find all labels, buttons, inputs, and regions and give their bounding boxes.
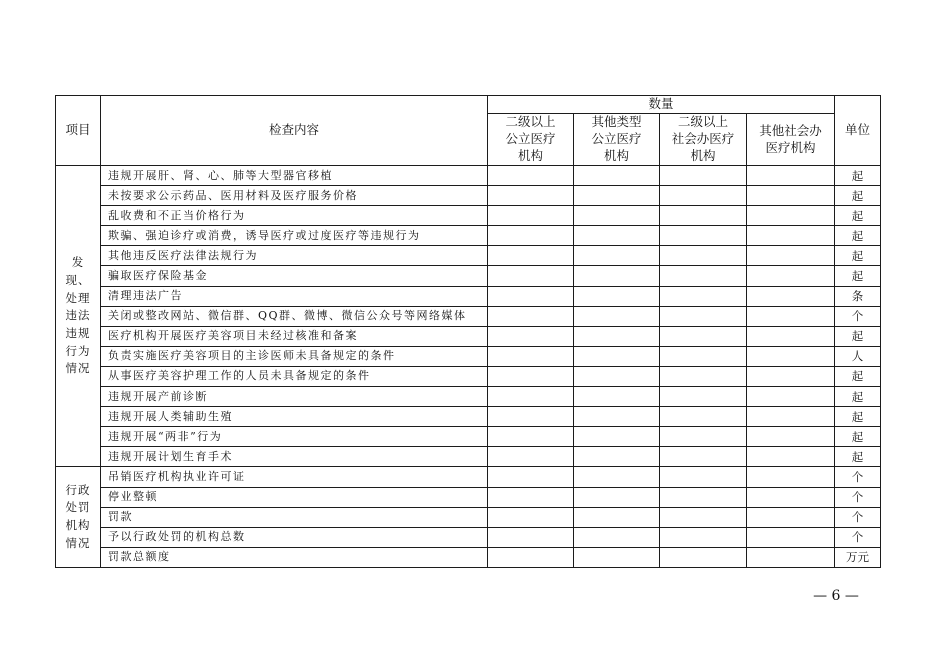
check-item: 违规开展产前诊断 <box>101 387 488 407</box>
count-cell <box>488 427 574 447</box>
unit-cell: 起 <box>835 226 881 246</box>
count-cell <box>660 547 747 567</box>
count-cell <box>574 427 660 447</box>
count-cell <box>488 407 574 427</box>
table-row <box>56 487 881 507</box>
unit-cell: 万元 <box>835 547 881 567</box>
count-cell <box>747 447 835 467</box>
count-cell <box>747 226 835 246</box>
header-category-private-other <box>747 114 835 166</box>
count-cell <box>747 487 835 507</box>
header-category-private-level2 <box>660 114 747 166</box>
count-cell <box>660 507 747 527</box>
header-content-label: 检查内容 <box>268 123 319 137</box>
count-cell <box>660 306 747 326</box>
unit-cell: 个 <box>835 527 881 547</box>
count-cell <box>747 306 835 326</box>
count-cell <box>660 407 747 427</box>
header-quantity <box>488 96 835 114</box>
header-category-line: 机构 <box>603 149 629 163</box>
count-cell <box>660 366 747 386</box>
unit-cell: 起 <box>835 186 881 206</box>
page-number: — 6 — <box>813 588 859 604</box>
header-category-public-level2 <box>488 114 574 166</box>
count-cell <box>488 366 574 386</box>
count-cell <box>747 547 835 567</box>
count-cell <box>574 467 660 487</box>
header-category-line: 公立医疗 <box>591 132 642 146</box>
count-cell <box>574 527 660 547</box>
count-cell <box>660 166 747 186</box>
count-cell <box>747 206 835 226</box>
table-row <box>56 387 881 407</box>
count-cell <box>747 527 835 547</box>
header-row <box>56 96 881 114</box>
group-label-line: 违法 <box>65 308 91 323</box>
count-cell <box>574 166 660 186</box>
unit-cell: 起 <box>835 407 881 427</box>
table-row <box>56 206 881 226</box>
unit-cell: 起 <box>835 266 881 286</box>
check-item: 欺骗、强迫诊疗或消费，诱导医疗或过度医疗等违规行为 <box>101 226 488 246</box>
group-label-line: 处理 <box>65 290 91 305</box>
table-row <box>56 266 881 286</box>
table-row <box>56 507 881 527</box>
count-cell <box>488 467 574 487</box>
inspection-statistics-table <box>55 95 881 568</box>
unit-cell: 起 <box>835 447 881 467</box>
check-item: 吊销医疗机构执业许可证 <box>101 467 488 487</box>
header-unit <box>835 96 881 166</box>
header-category-line: 二级以上 <box>677 115 728 129</box>
count-cell <box>574 407 660 427</box>
group-label-line: 行政 <box>65 482 91 497</box>
header-category-line: 二级以上 <box>505 115 556 129</box>
check-item: 罚款 <box>101 507 488 527</box>
table-row <box>56 346 881 366</box>
count-cell <box>488 547 574 567</box>
group-label-line: 行为 <box>65 343 91 358</box>
group-label-line: 机构 <box>65 518 91 533</box>
count-cell <box>747 246 835 266</box>
unit-cell: 个 <box>835 487 881 507</box>
count-cell <box>660 206 747 226</box>
count-cell <box>747 407 835 427</box>
count-cell <box>488 507 574 527</box>
unit-cell: 个 <box>835 507 881 527</box>
check-item: 负责实施医疗美容项目的主诊医师未具备规定的条件 <box>101 346 488 366</box>
check-item: 违规开展肝、肾、心、肺等大型器官移植 <box>101 166 488 186</box>
count-cell <box>574 246 660 266</box>
count-cell <box>574 326 660 346</box>
count-cell <box>660 427 747 447</box>
count-cell <box>660 487 747 507</box>
check-item: 违规开展人类辅助生殖 <box>101 407 488 427</box>
unit-cell: 起 <box>835 246 881 266</box>
header-unit-label: 单位 <box>845 123 871 137</box>
unit-cell: 起 <box>835 427 881 447</box>
count-cell <box>747 467 835 487</box>
count-cell <box>488 346 574 366</box>
header-category-line: 其他类型 <box>591 115 642 129</box>
count-cell <box>660 186 747 206</box>
count-cell <box>488 206 574 226</box>
count-cell <box>574 286 660 306</box>
count-cell <box>574 226 660 246</box>
count-cell <box>660 326 747 346</box>
check-item: 清理违法广告 <box>101 286 488 306</box>
group-label-line: 现、 <box>65 272 91 287</box>
count-cell <box>488 527 574 547</box>
count-cell <box>574 366 660 386</box>
check-item: 医疗机构开展医疗美容项目未经过核准和备案 <box>101 326 488 346</box>
count-cell <box>574 387 660 407</box>
count-cell <box>747 507 835 527</box>
count-cell <box>660 467 747 487</box>
count-cell <box>747 326 835 346</box>
table-row <box>56 166 881 186</box>
count-cell <box>488 387 574 407</box>
check-item: 予以行政处罚的机构总数 <box>101 527 488 547</box>
unit-cell: 起 <box>835 366 881 386</box>
check-item: 停业整顿 <box>101 487 488 507</box>
check-item: 罚款总额度 <box>101 547 488 567</box>
check-item: 从事医疗美容护理工作的人员未具备规定的条件 <box>101 366 488 386</box>
check-item: 其他违反医疗法律法规行为 <box>101 246 488 266</box>
count-cell <box>488 266 574 286</box>
table-row <box>56 427 881 447</box>
count-cell <box>488 286 574 306</box>
table-row <box>56 447 881 467</box>
check-item: 骗取医疗保险基金 <box>101 266 488 286</box>
count-cell <box>574 487 660 507</box>
count-cell <box>574 206 660 226</box>
check-item: 违规开展计划生育手术 <box>101 447 488 467</box>
count-cell <box>574 186 660 206</box>
header-item-label: 项目 <box>65 123 91 137</box>
count-cell <box>488 326 574 346</box>
count-cell <box>574 266 660 286</box>
count-cell <box>747 366 835 386</box>
header-category-public-other <box>574 114 660 166</box>
count-cell <box>574 346 660 366</box>
count-cell <box>488 246 574 266</box>
group-label-line: 情况 <box>65 535 91 550</box>
unit-cell: 起 <box>835 206 881 226</box>
count-cell <box>660 346 747 366</box>
group-label-line: 处罚 <box>65 500 91 515</box>
count-cell <box>660 246 747 266</box>
table-row <box>56 186 881 206</box>
count-cell <box>660 286 747 306</box>
unit-cell: 条 <box>835 286 881 306</box>
unit-cell: 起 <box>835 166 881 186</box>
count-cell <box>660 527 747 547</box>
header-category-line: 机构 <box>517 149 543 163</box>
header-quantity-label: 数量 <box>648 97 674 111</box>
check-item: 乱收费和不正当价格行为 <box>101 206 488 226</box>
group-label-line: 发 <box>71 255 85 270</box>
table-row <box>56 306 881 326</box>
count-cell <box>488 166 574 186</box>
unit-cell: 起 <box>835 326 881 346</box>
count-cell <box>660 226 747 246</box>
count-cell <box>574 547 660 567</box>
group-label-line: 违规 <box>65 326 91 341</box>
table-row <box>56 226 881 246</box>
count-cell <box>488 447 574 467</box>
count-cell <box>574 447 660 467</box>
count-cell <box>488 306 574 326</box>
header-item <box>56 96 101 166</box>
header-category-line: 机构 <box>690 149 716 163</box>
count-cell <box>574 306 660 326</box>
group-label <box>56 467 101 567</box>
header-category-line: 医疗机构 <box>765 140 816 155</box>
table-row <box>56 467 881 487</box>
count-cell <box>747 166 835 186</box>
table-row <box>56 547 881 567</box>
table-row <box>56 407 881 427</box>
unit-cell: 个 <box>835 306 881 326</box>
count-cell <box>747 427 835 447</box>
count-cell <box>747 186 835 206</box>
count-cell <box>660 447 747 467</box>
header-category-line: 其他社会办 <box>759 123 822 138</box>
header-category-line: 社会办医疗 <box>671 132 735 146</box>
count-cell <box>488 186 574 206</box>
table-row <box>56 366 881 386</box>
count-cell <box>660 387 747 407</box>
group-label <box>56 166 101 467</box>
count-cell <box>747 387 835 407</box>
table-body <box>56 166 881 568</box>
count-cell <box>488 487 574 507</box>
count-cell <box>488 226 574 246</box>
table-row <box>56 286 881 306</box>
table-row <box>56 527 881 547</box>
count-cell <box>660 266 747 286</box>
header-category-line: 公立医疗 <box>505 132 556 146</box>
unit-cell: 人 <box>835 346 881 366</box>
count-cell <box>574 507 660 527</box>
count-cell <box>747 346 835 366</box>
group-label-line: 情况 <box>65 361 91 376</box>
header-content <box>101 96 488 166</box>
check-item: 关闭或整改网站、微信群、QQ群、微博、微信公众号等网络媒体 <box>101 306 488 326</box>
unit-cell: 起 <box>835 387 881 407</box>
check-item: 未按要求公示药品、医用材料及医疗服务价格 <box>101 186 488 206</box>
table-header <box>56 96 881 166</box>
count-cell <box>747 266 835 286</box>
table-row <box>56 326 881 346</box>
check-item: 违规开展“两非”行为 <box>101 427 488 447</box>
table-row <box>56 246 881 266</box>
unit-cell: 个 <box>835 467 881 487</box>
count-cell <box>747 286 835 306</box>
